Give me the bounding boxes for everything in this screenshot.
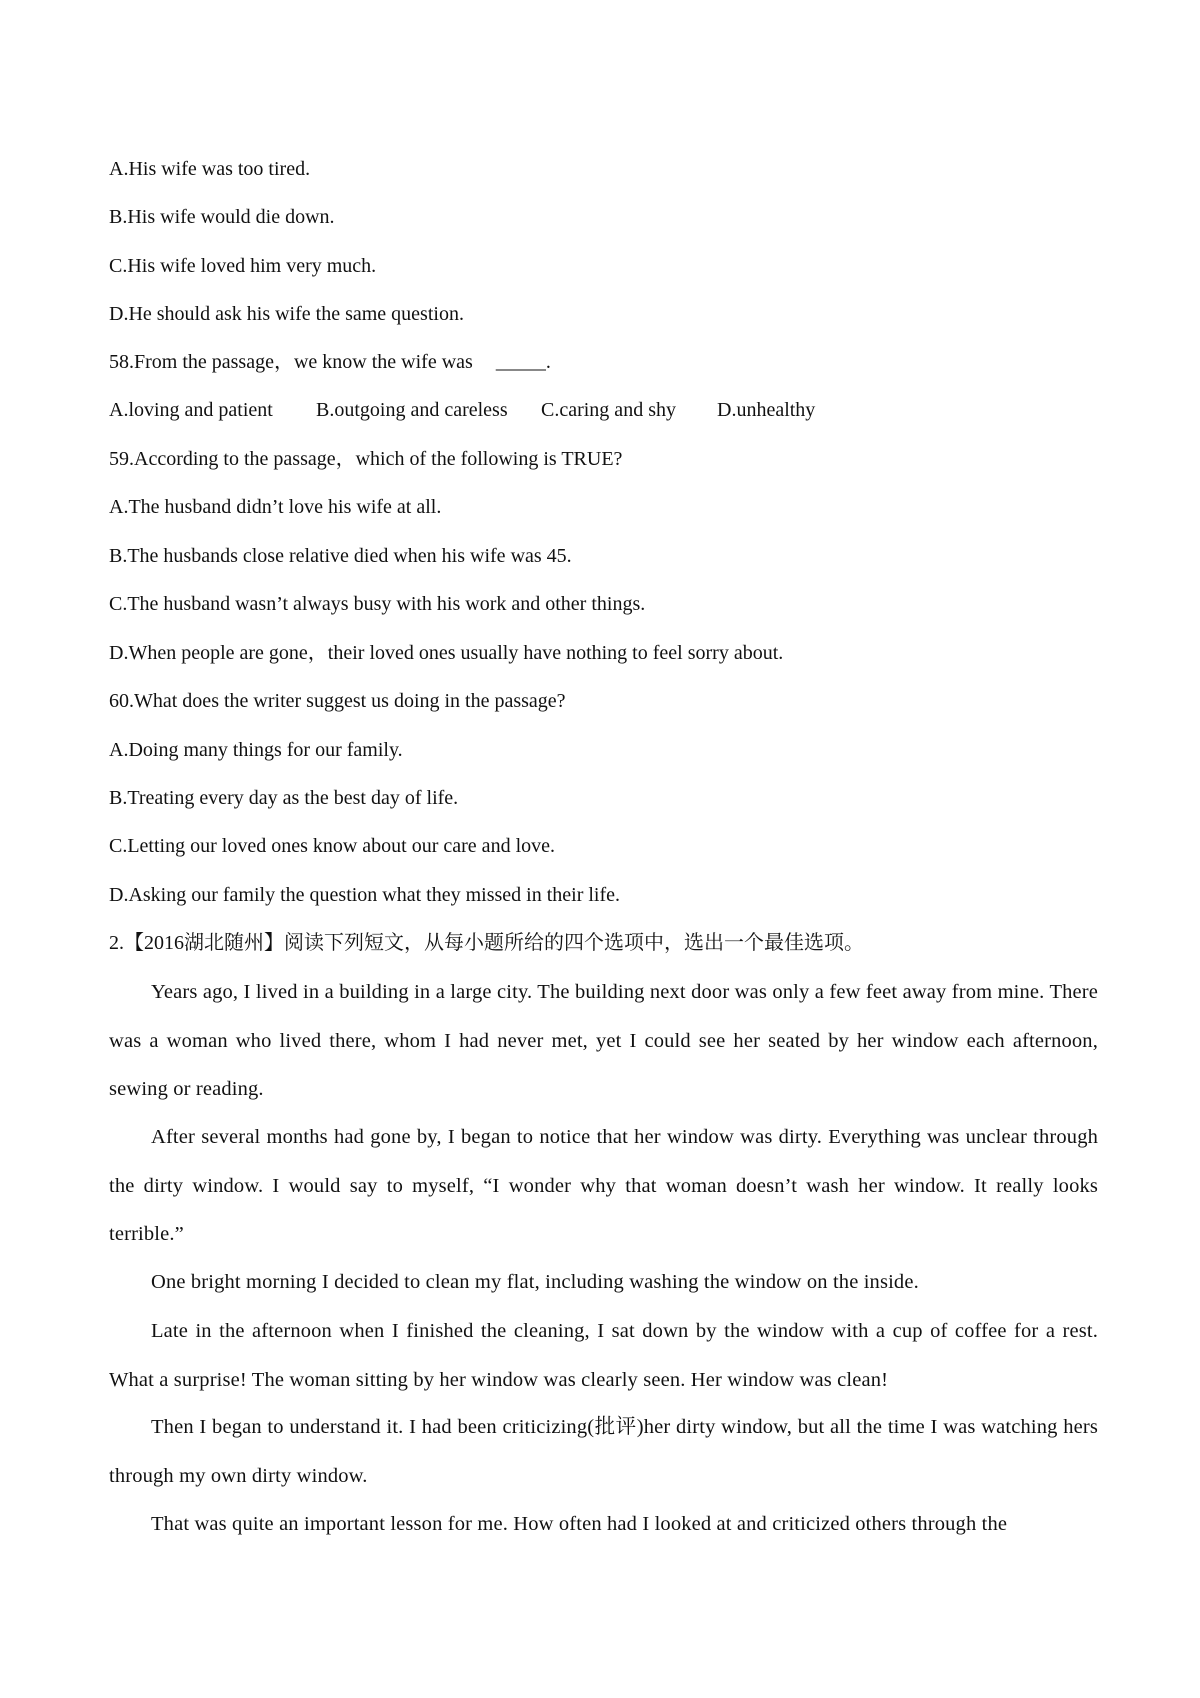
q58-blank: _____. bbox=[495, 351, 551, 373]
q60-option-c: C.Letting our loved ones know about our care and love. bbox=[109, 835, 555, 857]
passage-paragraph-4: Late in the afternoon when I finished the cleaning, I sat down by the window with a cup of coffee for a rest. What a surprise! The woman sitting by her window was clearly seen. Her window was clean! bbox=[109, 1320, 1098, 1391]
q58-option-d: D.unhealthy bbox=[717, 399, 816, 421]
q58-stem: 58.From the passage，we know the wife was bbox=[109, 351, 473, 373]
q58-option-b: B.outgoing and careless bbox=[316, 399, 508, 421]
q58-option-c: C.caring and shy bbox=[541, 399, 676, 421]
q59-option-d: D.When people are gone，their loved ones usually have nothing to feel sorry about. bbox=[109, 642, 784, 664]
passage-paragraph-3: One bright morning I decided to clean my flat, including washing the window on the inside. bbox=[151, 1271, 919, 1293]
q57-option-d: D.He should ask his wife the same question. bbox=[109, 303, 464, 325]
q59-option-b: B.The husbands close relative died when his wife was 45. bbox=[109, 545, 572, 567]
q60-option-b: B.Treating every day as the best day of life. bbox=[109, 787, 459, 809]
q60-option-a: A.Doing many things for our family. bbox=[109, 739, 403, 761]
q59-option-c: C.The husband wasn’t always busy with his work and other things. bbox=[109, 593, 646, 615]
passage-paragraph-1: Years ago, I lived in a building in a large city. The building next door was only a few feet away from mine. There was a woman who lived there, whom I had never met, yet I could see her seated by her window each afternoon, sewing or reading. bbox=[109, 981, 1098, 1100]
section-2-heading: 2.【2016湖北随州】阅读下列短文，从每小题所给的四个选项中，选出一个最佳选项。 bbox=[109, 932, 864, 954]
q58-options bbox=[109, 398, 815, 422]
passage-paragraph-5: Then I began to understand it. I had been criticizing(批评)her dirty window, but all the time I was watching hers through my own dirty window. bbox=[109, 1416, 1098, 1487]
passage-paragraph-2: After several months had gone by, I began to notice that her window was dirty. Everything was unclear through the dirty window. I would say to myself, “I wonder why that woman doesn’t wash her window. It really looks terrible.” bbox=[109, 1126, 1098, 1245]
q57-option-b: B.His wife would die down. bbox=[109, 206, 335, 228]
q58-stem-line bbox=[109, 350, 551, 374]
q59-option-a: A.The husband didn’t love his wife at all. bbox=[109, 496, 442, 518]
q57-option-a: A.His wife was too tired. bbox=[109, 158, 311, 180]
passage-paragraph-6: That was quite an important lesson for me. How often had I looked at and criticized others through the bbox=[151, 1513, 1008, 1535]
q58-option-a: A.loving and patient bbox=[109, 399, 273, 421]
q57-option-c: C.His wife loved him very much. bbox=[109, 255, 377, 277]
q60-option-d: D.Asking our family the question what they missed in their life. bbox=[109, 884, 621, 906]
q60-stem: 60.What does the writer suggest us doing in the passage? bbox=[109, 690, 566, 712]
q59-stem: 59.According to the passage，which of the following is TRUE? bbox=[109, 448, 623, 470]
